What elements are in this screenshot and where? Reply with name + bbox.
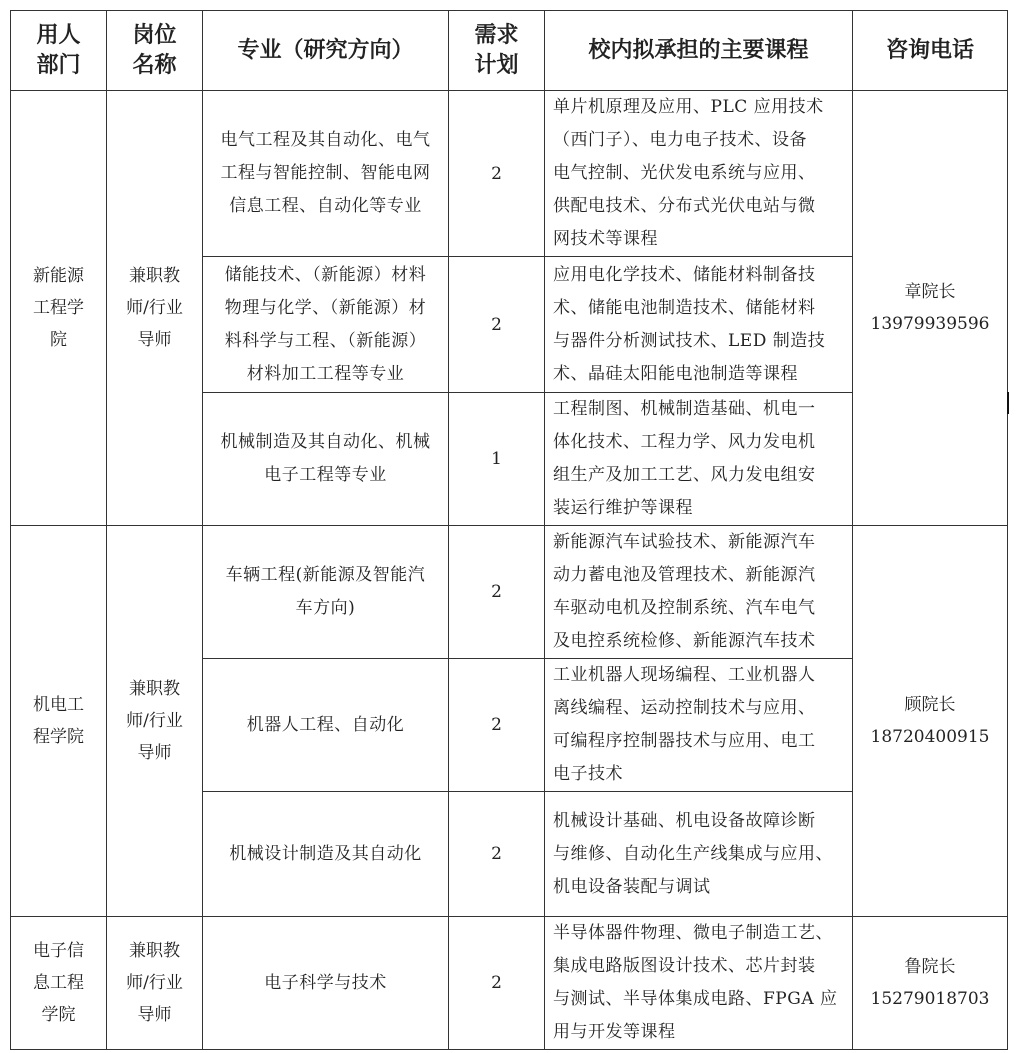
major-cell: 车辆工程(新能源及智能汽 车方向) [203,526,449,659]
position-cell: 兼职教 师/行业 导师 [107,91,203,526]
header-row [11,11,1008,91]
table-row [11,526,1008,659]
contact-phone: 13979939596 [870,314,990,334]
contact-cell [853,526,1008,917]
recruitment-table [10,10,1008,1050]
courses-cell: 应用电化学技术、储能材料制备技 术、储能电池制造技术、储能材料 与器件分析测试技术、LED 制造技 术、晶硅太阳能电池制造等课程 [545,257,853,393]
header-major: 专业（研究方向） [203,11,449,91]
header-courses: 校内拟承担的主要课程 [545,11,853,91]
courses-cell: 工程制图、机械制造基础、机电一 体化技术、工程力学、风力发电机 组生产及加工工艺、风力发电组安 装运行维护等课程 [545,393,853,526]
contact-name: 顾院长 [904,695,956,715]
header-plan: 需求 计划 [449,11,545,91]
header-position: 岗位 名称 [107,11,203,91]
dept-cell: 机电工 程学院 [11,526,107,917]
header-dept: 用人 部门 [11,11,107,91]
courses-cell: 半导体器件物理、微电子制造工艺、 集成电路版图设计技术、芯片封装 与测试、半导体集成电路、FPGA 应 用与开发等课程 [545,917,853,1050]
courses-cell: 单片机原理及应用、PLC 应用技术 （西门子）、电力电子技术、设备 电气控制、光伏发电系统与应用、 供配电技术、分布式光伏电站与微 网技术等课程 [545,91,853,257]
position-cell: 兼职教 师/行业 导师 [107,917,203,1050]
plan-cell: 2 [449,792,545,917]
table-row [11,917,1008,1050]
position-cell: 兼职教 师/行业 导师 [107,526,203,917]
contact-cell [853,917,1008,1050]
courses-cell: 工业机器人现场编程、工业机器人 离线编程、运动控制技术与应用、 可编程序控制器技术与应用、电工 电子技术 [545,659,853,792]
dept-cell: 新能源 工程学 院 [11,91,107,526]
plan-cell: 2 [449,659,545,792]
major-cell: 机械设计制造及其自动化 [203,792,449,917]
text-cursor [1007,392,1009,414]
contact-name: 鲁院长 [904,957,956,977]
table-row [11,91,1008,257]
courses-cell: 新能源汽车试验技术、新能源汽车 动力蓄电池及管理技术、新能源汽 车驱动电机及控制系统、汽车电气 及电控系统检修、新能源汽车技术 [545,526,853,659]
plan-cell: 2 [449,526,545,659]
major-cell: 电气工程及其自动化、电气 工程与智能控制、智能电网 信息工程、自动化等专业 [203,91,449,257]
dept-cell: 电子信 息工程 学院 [11,917,107,1050]
header-phone: 咨询电话 [853,11,1008,91]
major-cell: 储能技术、（新能源）材料 物理与化学、（新能源）材 料科学与工程、（新能源） 材料加工工程等专业 [203,257,449,393]
contact-cell [853,91,1008,526]
major-cell: 机械制造及其自动化、机械 电子工程等专业 [203,393,449,526]
plan-cell: 1 [449,393,545,526]
contact-phone: 15279018703 [870,989,990,1009]
major-cell: 电子科学与技术 [203,917,449,1050]
contact-phone: 18720400915 [870,727,990,747]
plan-cell: 2 [449,91,545,257]
major-cell: 机器人工程、自动化 [203,659,449,792]
plan-cell: 2 [449,257,545,393]
courses-cell: 机械设计基础、机电设备故障诊断 与维修、自动化生产线集成与应用、 机电设备装配与调试 [545,792,853,917]
contact-name: 章院长 [904,282,956,302]
plan-cell: 2 [449,917,545,1050]
